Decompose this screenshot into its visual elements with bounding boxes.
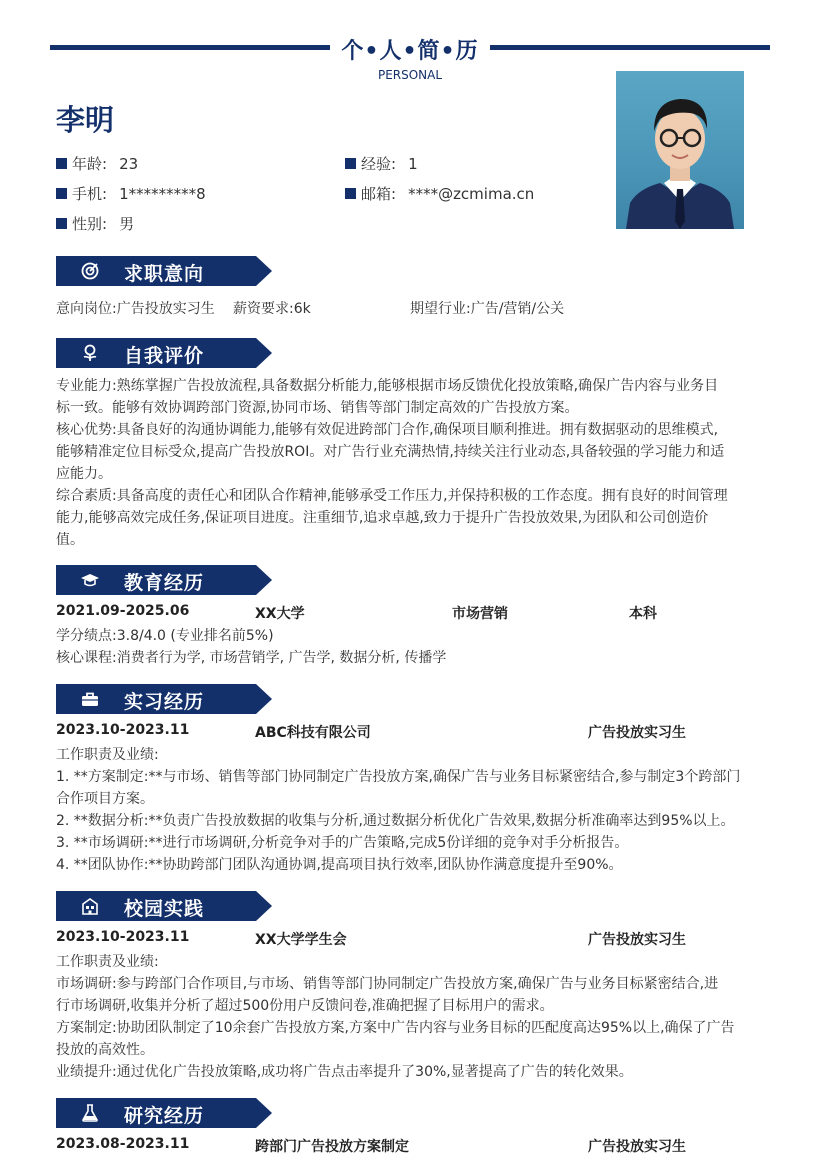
section-title: 自我评价	[124, 345, 205, 367]
section-title: 求职意向	[124, 263, 205, 285]
bullet-square	[56, 188, 67, 199]
info-email: 邮箱: ****@zcmima.cn	[345, 183, 534, 204]
section-header-internship	[56, 684, 272, 714]
section-title: 实习经历	[124, 691, 205, 713]
intern-company: ABC科技有限公司	[255, 725, 371, 741]
section-title: 校园实践	[124, 898, 205, 920]
edu-date: 2021.09-2025.06	[56, 603, 190, 619]
bullet-square	[56, 158, 67, 169]
candidate-name: 李明	[56, 103, 115, 137]
research-role: 广告投放实习生	[588, 1139, 686, 1155]
intent-salary: 薪资要求:6k	[233, 301, 311, 317]
edu-major: 市场营销	[452, 606, 508, 622]
edu-school: XX大学	[255, 606, 305, 622]
building-icon	[80, 896, 100, 916]
target-icon	[80, 261, 100, 281]
section-title: 研究经历	[124, 1105, 205, 1127]
info-experience: 经验: 1	[345, 153, 418, 174]
section-title: 教育经历	[124, 572, 205, 594]
section-header-intent	[56, 256, 272, 286]
section-header-research	[56, 1098, 272, 1128]
info-gender: 性别: 男	[56, 213, 134, 234]
section-header-self-eval	[56, 338, 272, 368]
resume-title: 个•人•简•历	[341, 39, 479, 64]
self-eval-text: 专业能力:熟练掌握广告投放流程,具备数据分析能力,能够根据市场反馈优化投放策略,确保广告内容与业务目 标一致。能够有效协调跨部门资源,协同市场、销售等部门制定高效的广告投放方案。 核心优势:具备良好的沟通协调能力,能够有效促进跨部门合作,确保项目顺利推进。拥有数据驱动的思维模式, 能够精准定位目标受众,提高广告投放ROI。对广告行业充满热情,持续关注行业动态,具备较强的学习能力和适 应能力。 综合素质:具备高度的责任心和团队合作精神,能够承受工作压力,并保持积极的工作态度。拥有良好的时间管理 能力,能够高效完成任务,保证项目进度。注重细节,追求卓越,致力于提升广告投放效果,为团队和公司创造价 值。	[56, 378, 728, 548]
intent-position: 意向岗位:广告投放实习生	[56, 301, 215, 317]
flask-icon	[80, 1103, 100, 1123]
info-phone: 手机: 1*********8	[56, 183, 206, 204]
info-age: 年龄: 23	[56, 153, 138, 174]
intent-industry: 期望行业:广告/营销/公关	[410, 301, 565, 317]
resume-subtitle: PERSONAL	[377, 68, 443, 82]
campus-org: XX大学学生会	[255, 932, 347, 948]
edu-degree: 本科	[629, 606, 657, 622]
briefcase-icon	[80, 689, 100, 709]
bullet-square	[56, 218, 67, 229]
section-header-campus	[56, 891, 272, 921]
section-header-education	[56, 565, 272, 595]
campus-date: 2023.10-2023.11	[56, 929, 190, 945]
intern-date: 2023.10-2023.11	[56, 722, 190, 738]
intern-role: 广告投放实习生	[588, 725, 686, 741]
campus-role: 广告投放实习生	[588, 932, 686, 948]
research-date: 2023.08-2023.11	[56, 1136, 190, 1152]
edu-details: 学分绩点:3.8/4.0 (专业排名前5%) 核心课程:消费者行为学, 市场营销学, 广告学, 数据分析, 传播学	[56, 628, 447, 666]
graduation-cap-icon	[80, 570, 100, 590]
profile-photo	[616, 71, 744, 229]
research-project: 跨部门广告投放方案制定	[255, 1139, 409, 1155]
flower-icon	[80, 343, 100, 363]
bullet-square	[345, 188, 356, 199]
intern-details: 工作职责及业绩: 1. **方案制定:**与市场、销售等部门协同制定广告投放方案,确保广告与业务目标紧密结合,参与制定3个跨部门 合作项目方案。 2. **数据分析:**负责广告投放数据的收集与分析,通过数据分析优化广告效果,数据分析准确率达到95%以上。 3. **市场调研:**进行市场调研,分析竞争对手的广告策略,完成5份详细的竞争对手分析报告。 4. **团队协作:**协助跨部门团队沟通协调,提高项目执行效率,团队协作满意度提升至90%。	[56, 747, 741, 873]
bullet-square	[345, 158, 356, 169]
campus-details: 工作职责及业绩: 市场调研:参与跨部门合作项目,与市场、销售等部门协同制定广告投放方案,确保广告与业务目标紧密结合,进 行市场调研,收集并分析了超过500份用户反馈问卷,准确把握了目标用户的需求。 方案制定:协助团队制定了10余套广告投放方案,方案中广告内容与业务目标的匹配度高达95%以上,确保了广告 投放的高效性。 业绩提升:通过优化广告投放策略,成功将广告点击率提升了30%,显著提高了广告的转化效果。	[56, 954, 735, 1080]
